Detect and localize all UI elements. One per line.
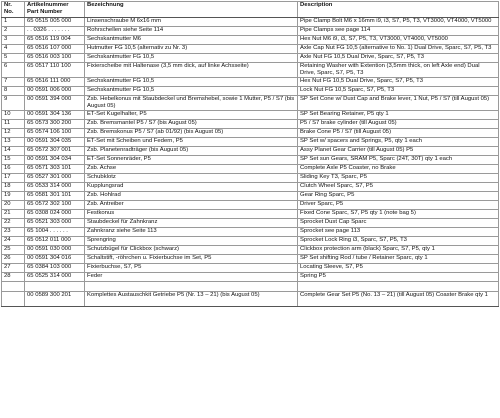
table-row bbox=[2, 246, 499, 255]
description: SP Set Bearing Retainer, P5 qty 1 bbox=[298, 111, 499, 120]
part-number: 65 0515 005 000 bbox=[25, 18, 85, 27]
row-number: 10 bbox=[2, 111, 25, 120]
part-number: 00 0591 304 136 bbox=[25, 111, 85, 120]
row-number: 27 bbox=[2, 264, 25, 273]
row-number: 20 bbox=[2, 201, 25, 210]
row-number: 16 bbox=[2, 165, 25, 174]
table-row bbox=[2, 183, 499, 192]
bezeichnung: Sechskantmutter FG 10,5 bbox=[85, 87, 298, 96]
table-row bbox=[2, 264, 499, 273]
part-number: 65 0512 011 000 bbox=[25, 237, 85, 246]
description: SP Set w/ spacers and Springs, P5, qty 1 each bbox=[298, 138, 499, 147]
row-number: 13 bbox=[2, 138, 25, 147]
bezeichnung: Sechskantmutter FG 10,5 bbox=[85, 78, 298, 87]
part-number: 65 0516 111 000 bbox=[25, 78, 85, 87]
part-number: 00 0591 006 000 bbox=[25, 87, 85, 96]
bezeichnung: Rohrschellen siehe Seite 114 bbox=[85, 27, 298, 36]
part-number: 00 0591 304 016 bbox=[25, 255, 85, 264]
description: Axle Nut FG 10,5 Dual Drive, Sparc, S7, P5, T3 bbox=[298, 54, 499, 63]
part-number: 65 0533 314 000 bbox=[25, 183, 85, 192]
description: SP Set Cone w/ Dust Cap and Brake lever, 1 Nut, P5 / S7 (till August 05) bbox=[298, 96, 499, 111]
part-number: 65 0572 307 001 bbox=[25, 147, 85, 156]
part-number: 65 0573 300 200 bbox=[25, 120, 85, 129]
bezeichnung: Zsb. Bremsmantel P5 / S7 (bis August 05) bbox=[85, 120, 298, 129]
bezeichnung: Sechskantmutter FG 10,5 bbox=[85, 54, 298, 63]
table-row bbox=[2, 174, 499, 183]
table-row bbox=[2, 156, 499, 165]
bezeichnung: Linsenschraube M 6x16 mm bbox=[85, 18, 298, 27]
table-row bbox=[2, 192, 499, 201]
table-row bbox=[2, 138, 499, 147]
bezeichnung: Fixierbuchse, S7, P5 bbox=[85, 264, 298, 273]
bezeichnung: Zsb. Bremskonus P5 / S7 (ab 01/92) (bis August 05) bbox=[85, 129, 298, 138]
part-number: 65 0308 024 000 bbox=[25, 210, 85, 219]
parts-table bbox=[1, 1, 499, 307]
row-number: 24 bbox=[2, 237, 25, 246]
table-header-row bbox=[2, 2, 499, 18]
part-number: . . 0326 . . . . . . . bbox=[25, 27, 85, 36]
row-number: 9 bbox=[2, 96, 25, 111]
part-number: 65 0574 106 100 bbox=[25, 129, 85, 138]
description: Pipe Clamp Bolt M6 x 16mm i9, i3, S7, P5, T3, VT3000, VT4000, VT5000 bbox=[298, 18, 499, 27]
description: Gear Ring Sparc, P5 bbox=[298, 192, 499, 201]
table-row bbox=[2, 210, 499, 219]
bezeichnung: Festkonus bbox=[85, 210, 298, 219]
row-number: 2 bbox=[2, 27, 25, 36]
row-number: 3 bbox=[2, 36, 25, 45]
bezeichnung: Schutzbügel für Clickbox (schwarz) bbox=[85, 246, 298, 255]
part-number: 65 0572 302 100 bbox=[25, 201, 85, 210]
part-number: 65 1004 . . . . . . bbox=[25, 228, 85, 237]
description: Sprocket see page 113 bbox=[298, 228, 499, 237]
bezeichnung: Staubdeckel für Zahnkranz bbox=[85, 219, 298, 228]
part-number: 65 0517 110 100 bbox=[25, 63, 85, 78]
row-number: 12 bbox=[2, 129, 25, 138]
table-row bbox=[2, 201, 499, 210]
table-row bbox=[2, 78, 499, 87]
part-number: 65 0527 301 000 bbox=[25, 174, 85, 183]
kit-part-number: 00 0589 300 201 bbox=[25, 292, 85, 307]
table-row bbox=[2, 96, 499, 111]
header-nr: Nr. No. bbox=[2, 2, 25, 18]
spacer-cell bbox=[298, 282, 499, 292]
table-row bbox=[2, 165, 499, 174]
bezeichnung: Sechskantmutter M6 bbox=[85, 36, 298, 45]
row-number: 11 bbox=[2, 120, 25, 129]
bezeichnung: ET-Set Kugelhalter, P5 bbox=[85, 111, 298, 120]
description: Hex Nut FG 10,5 Dual Drive, Sparc, S7, P5, T3 bbox=[298, 78, 499, 87]
row-number: 4 bbox=[2, 45, 25, 54]
table-row bbox=[2, 18, 499, 27]
bezeichnung: Zsb. Antreiber bbox=[85, 201, 298, 210]
table-row bbox=[2, 120, 499, 129]
table-row bbox=[2, 111, 499, 120]
row-number: 8 bbox=[2, 87, 25, 96]
description: Clutch Wheel Sparc, S7, P5 bbox=[298, 183, 499, 192]
row-number: 26 bbox=[2, 255, 25, 264]
part-number: 65 0384 103 000 bbox=[25, 264, 85, 273]
bezeichnung: Zsb. Hebelkonus mit Staubdeckel und Bremshebel, sowie 1 Mutter, P5 / S7 (bis August 05) bbox=[85, 96, 298, 111]
description: Pipe Clamps see page 114 bbox=[298, 27, 499, 36]
bezeichnung: ET-Set Sonnenräder, P5 bbox=[85, 156, 298, 165]
bezeichnung: Schubklotz bbox=[85, 174, 298, 183]
complete-kit-row bbox=[2, 292, 499, 307]
row-number: 25 bbox=[2, 246, 25, 255]
bezeichnung: Kupplungsrad bbox=[85, 183, 298, 192]
table-body bbox=[2, 18, 499, 307]
row-number: 23 bbox=[2, 228, 25, 237]
bezeichnung: Zsb. Achse bbox=[85, 165, 298, 174]
bezeichnung: ET-Set mit Scheiben und Federn, P5 bbox=[85, 138, 298, 147]
kit-bezeichnung: Komplettes Austauschkit Getriebe P5 (Nr. 13 – 21) (bis August 05) bbox=[85, 292, 298, 307]
bezeichnung: Hutmutter FG 10,5 (alternativ zu Nr. 3) bbox=[85, 45, 298, 54]
table-row bbox=[2, 237, 499, 246]
row-number: 21 bbox=[2, 210, 25, 219]
spacer-row bbox=[2, 282, 499, 292]
description: Driver Sparc, P5 bbox=[298, 201, 499, 210]
row-number: 7 bbox=[2, 78, 25, 87]
description: Sliding Key T3, Sparc, P5 bbox=[298, 174, 499, 183]
table-row bbox=[2, 36, 499, 45]
part-number: 65 0516 107 000 bbox=[25, 45, 85, 54]
table-row bbox=[2, 63, 499, 78]
bezeichnung: Zsb. Planetenradträger (bis August 05) bbox=[85, 147, 298, 156]
row-number: 17 bbox=[2, 174, 25, 183]
row-number: 15 bbox=[2, 156, 25, 165]
bezeichnung: Zsb. Hohlrad bbox=[85, 192, 298, 201]
part-number: 65 0571 303 101 bbox=[25, 165, 85, 174]
part-number: 00 0591 304 034 bbox=[25, 156, 85, 165]
bezeichnung: Feder bbox=[85, 273, 298, 282]
description: Retaining Washer with Extention (3,5mm thick, on left Axle end) Dual Drive, Sparc, S7, P5, T3 bbox=[298, 63, 499, 78]
description: Complete Axle P5 Coaster, no Brake bbox=[298, 165, 499, 174]
header-part-number: Artikelnummer Part Number bbox=[25, 2, 85, 18]
table-row bbox=[2, 147, 499, 156]
row-number: 6 bbox=[2, 63, 25, 78]
row-number: 5 bbox=[2, 54, 25, 63]
table-row bbox=[2, 228, 499, 237]
kit-row-number bbox=[2, 292, 25, 307]
description: Assy Planet Gear Carrier (till August 05) P5 bbox=[298, 147, 499, 156]
table-row bbox=[2, 87, 499, 96]
table-row bbox=[2, 45, 499, 54]
description: SP Set shifting Rod / tube / Retainer Sparc, qty 1 bbox=[298, 255, 499, 264]
row-number: 28 bbox=[2, 273, 25, 282]
description: Brake Cone P5 / S7 (till August 05) bbox=[298, 129, 499, 138]
bezeichnung: Schaltstift, -röhrchen u. Fixierbuchse im Set, P5 bbox=[85, 255, 298, 264]
description: Axle Cap Nut FG 10,5 (alternative to No. 1) Dual Drive, Sparc, S7, P5, T3 bbox=[298, 45, 499, 54]
description: Locating Sleeve, S7, P5 bbox=[298, 264, 499, 273]
description: Sprocket Lock Ring i3, Sparc, S7, P5, T3 bbox=[298, 237, 499, 246]
part-number: 00 0591 030 000 bbox=[25, 246, 85, 255]
table-row bbox=[2, 54, 499, 63]
part-number: 65 0581 301 101 bbox=[25, 192, 85, 201]
part-number: 65 0521 303 000 bbox=[25, 219, 85, 228]
part-number: 65 0516 003 100 bbox=[25, 54, 85, 63]
spacer-cell bbox=[85, 282, 298, 292]
part-number: 65 0516 119 004 bbox=[25, 36, 85, 45]
spacer-cell bbox=[25, 282, 85, 292]
row-number: 18 bbox=[2, 183, 25, 192]
description: P5 / S7 brake cylinder (till August 05) bbox=[298, 120, 499, 129]
part-number: 00 0591 304 035 bbox=[25, 138, 85, 147]
description: Hex Nut M6 i9, i3, S7, P5, T3, VT3000, VT4000, VT5000 bbox=[298, 36, 499, 45]
part-number: 65 0525 314 000 bbox=[25, 273, 85, 282]
row-number: 19 bbox=[2, 192, 25, 201]
row-number: 1 bbox=[2, 18, 25, 27]
spacer-cell bbox=[2, 282, 25, 292]
table-row bbox=[2, 27, 499, 36]
description: SP Set sun Gears, SRAM P5, Sparc (24T, 30T) qty 1 each bbox=[298, 156, 499, 165]
part-number: 00 0591 394 000 bbox=[25, 96, 85, 111]
bezeichnung: Zahnkranz siehe Seite 113 bbox=[85, 228, 298, 237]
header-description: Description bbox=[298, 2, 499, 18]
description: Clickbox protection arm (black) Sparc, S7, P5, qty 1 bbox=[298, 246, 499, 255]
table-row bbox=[2, 255, 499, 264]
description: Spring P5 bbox=[298, 273, 499, 282]
row-number: 14 bbox=[2, 147, 25, 156]
description: Fixed Cone Sparc, S7, P5 qty 1 (note bag 5) bbox=[298, 210, 499, 219]
row-number: 22 bbox=[2, 219, 25, 228]
description: Sprocket Dust Cap Sparc bbox=[298, 219, 499, 228]
description: Lock Nut FG 10,5 Sparc, S7, P5, T3 bbox=[298, 87, 499, 96]
table-row bbox=[2, 273, 499, 282]
bezeichnung: Sprengring bbox=[85, 237, 298, 246]
table-row bbox=[2, 219, 499, 228]
kit-description: Complete Gear Set P5 (No. 13 – 21) (till August 05) Coaster Brake qty 1 bbox=[298, 292, 499, 307]
table-row bbox=[2, 129, 499, 138]
bezeichnung: Fixierscheibe mit Haltenase (3,5 mm dick, auf linke Achsseite) bbox=[85, 63, 298, 78]
header-bezeichnung: Bezeichnung bbox=[85, 2, 298, 18]
